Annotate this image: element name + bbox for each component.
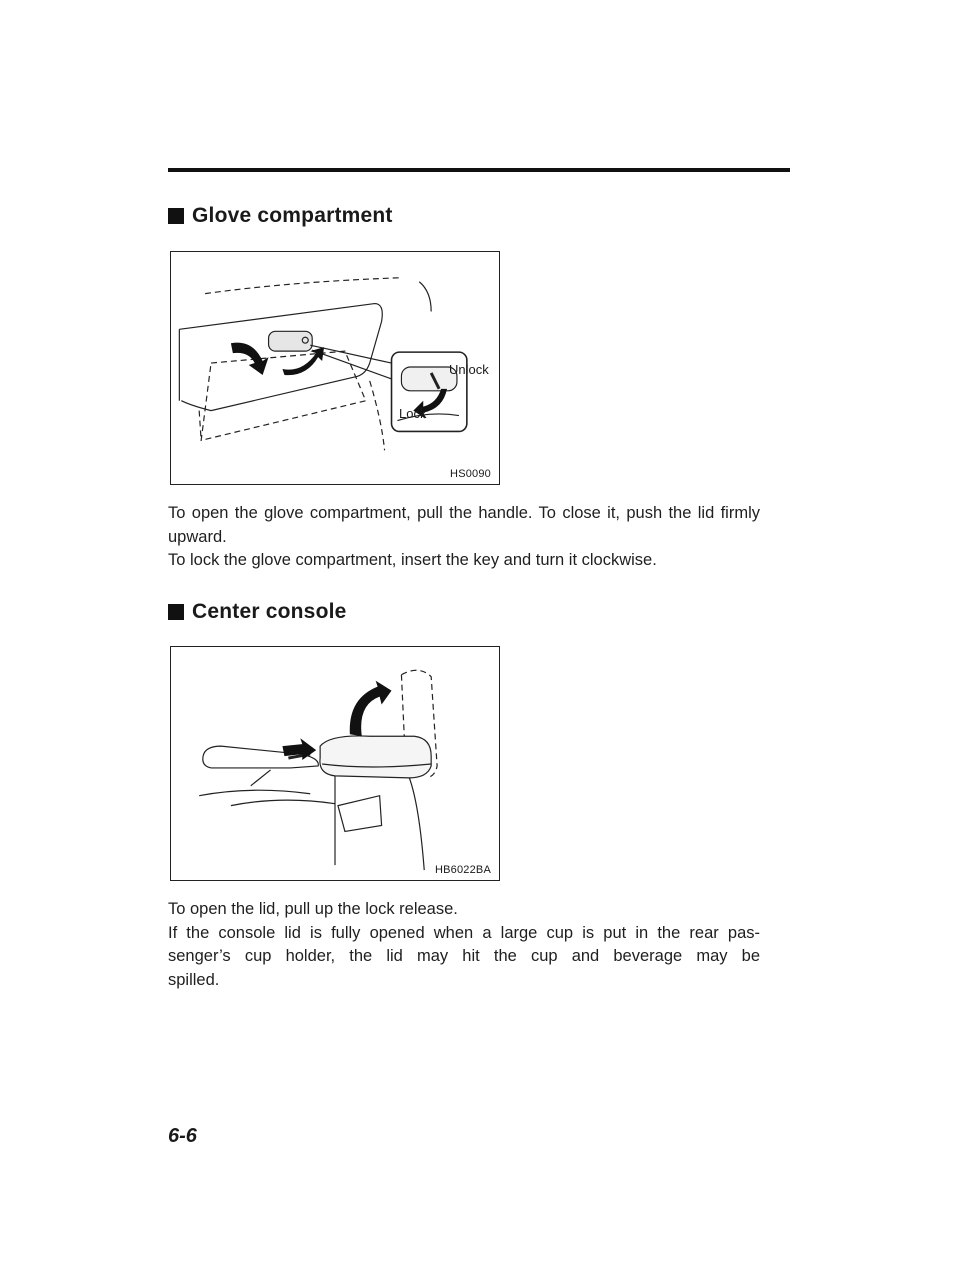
section-heading-glove-compartment <box>168 204 393 228</box>
glove-compartment-illustration <box>170 251 500 485</box>
paragraph-line: senger’s cup holder, the lid may hit the cup and beverage may be <box>168 947 760 965</box>
paragraph-line: To open the glove compartment, pull the handle. To close it, push the lid firmly upward. <box>168 504 760 546</box>
paragraph-line: To lock the glove compartment, insert the key and turn it clockwise. <box>168 551 657 569</box>
unlock-label: Unlock <box>449 362 489 377</box>
lock-label: Lock <box>399 406 427 421</box>
glove-compartment-paragraph <box>168 502 760 573</box>
top-rule <box>168 168 790 172</box>
section-title: Center console <box>192 600 347 623</box>
section-heading-center-console <box>168 600 347 624</box>
paragraph-line: spilled. <box>168 970 220 989</box>
paragraph-line: To open the lid, pull up the lock release. <box>168 900 458 918</box>
figure-code: HS0090 <box>450 468 491 480</box>
center-console-illustration <box>170 646 500 881</box>
page-number: 6-6 <box>168 1125 197 1147</box>
square-bullet-icon <box>168 208 184 224</box>
section-title: Glove compartment <box>192 204 393 227</box>
center-console-paragraph <box>168 898 760 992</box>
paragraph-line: If the console lid is fully opened when a large cup is put in the rear pas- <box>168 923 760 942</box>
center-console-drawing <box>171 647 499 880</box>
square-bullet-icon <box>168 604 184 620</box>
figure-code: HB6022BA <box>434 864 491 876</box>
